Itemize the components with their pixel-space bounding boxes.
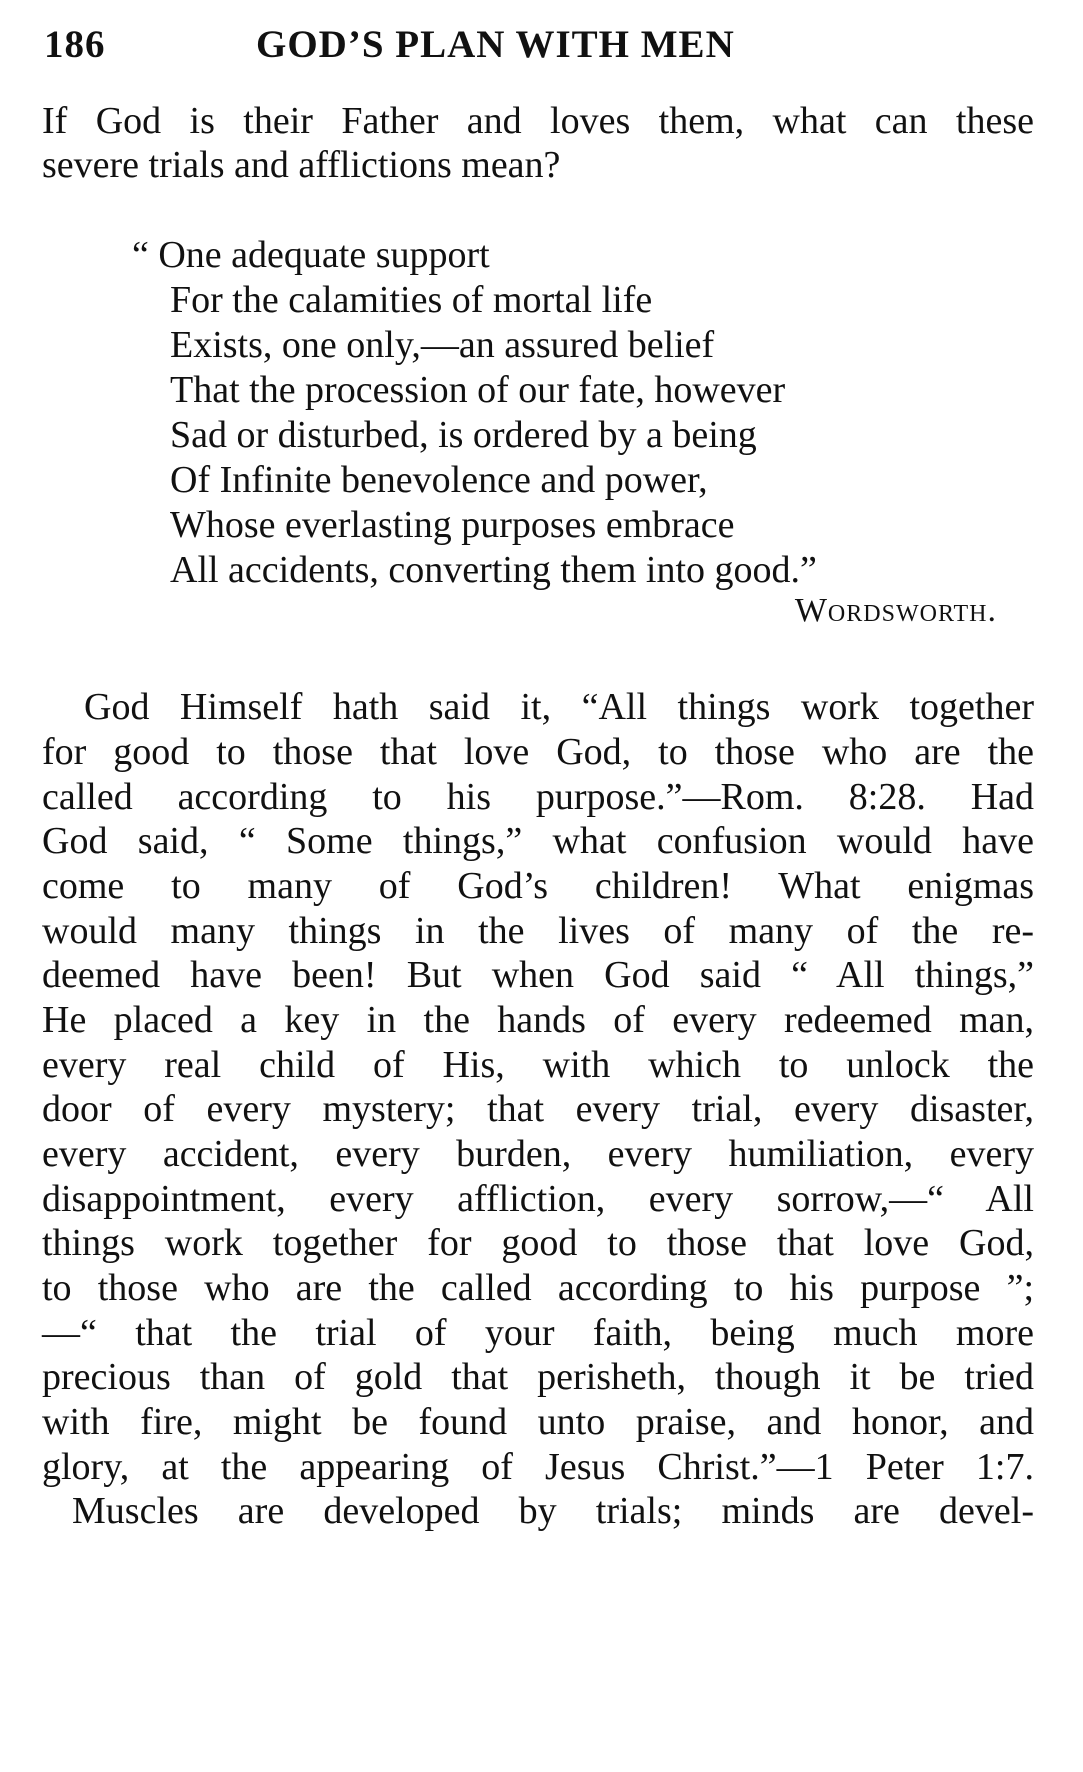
page-number: 186 <box>44 23 106 66</box>
page-header <box>44 22 1044 82</box>
body-line: disappointment, every affliction, every sorrow,—“ All <box>42 1178 1034 1220</box>
body-line: —“ that the trial of your faith, being much more <box>42 1312 1034 1354</box>
poem-line: Exists, one only,—an assured belief <box>170 324 715 366</box>
poem-line: For the calamities of mortal life <box>170 279 653 321</box>
body-line: glory, at the appearing of Jesus Christ.”—1 Peter 1:7. <box>42 1446 1034 1488</box>
body-line: would many things in the lives of many of the re- <box>42 910 1034 952</box>
intro-line: If God is their Father and loves them, what can these <box>42 100 1034 142</box>
poem-attribution: Wordsworth. <box>794 592 997 629</box>
body-line: every accident, every burden, every humiliation, every <box>42 1133 1034 1175</box>
body-line: God said, “ Some things,” what confusion would have <box>42 820 1034 862</box>
body-line: door of every mystery; that every trial, every disaster, <box>42 1088 1034 1130</box>
body-line: every real child of His, with which to unlock the <box>42 1044 1034 1086</box>
running-head: GOD’S PLAN WITH MEN <box>256 23 735 66</box>
body-line: He placed a key in the hands of every redeemed man, <box>42 999 1034 1041</box>
poem-line: Whose everlasting purposes embrace <box>170 504 735 546</box>
body-line: come to many of God’s children! What enigmas <box>42 865 1034 907</box>
body-line: for good to those that love God, to those who are the <box>42 731 1034 773</box>
poem-line: That the procession of our fate, however <box>170 369 786 411</box>
body-line: God Himself hath said it, “All things work together <box>84 686 1034 728</box>
body-line: precious than of gold that perisheth, though it be tried <box>42 1356 1034 1398</box>
body-line: Muscles are developed by trials; minds are devel- <box>72 1490 1034 1532</box>
body-line: with fire, might be found unto praise, and honor, and <box>42 1401 1034 1443</box>
body-line: to those who are the called according to his purpose ”; <box>42 1267 1034 1309</box>
body-line: deemed have been! But when God said “ All things,” <box>42 954 1034 996</box>
poem-line: Sad or disturbed, is ordered by a being <box>170 414 757 456</box>
body-line: called according to his purpose.”—Rom. 8:28. Had <box>42 776 1034 818</box>
body-line: things work together for good to those that love God, <box>42 1222 1034 1264</box>
poem-line: All accidents, converting them into good.” <box>170 549 817 591</box>
poem-line: “ One adequate support <box>132 234 490 276</box>
poem-line: Of Infinite benevolence and power, <box>170 459 708 501</box>
intro-line: severe trials and afflictions mean? <box>42 144 561 186</box>
